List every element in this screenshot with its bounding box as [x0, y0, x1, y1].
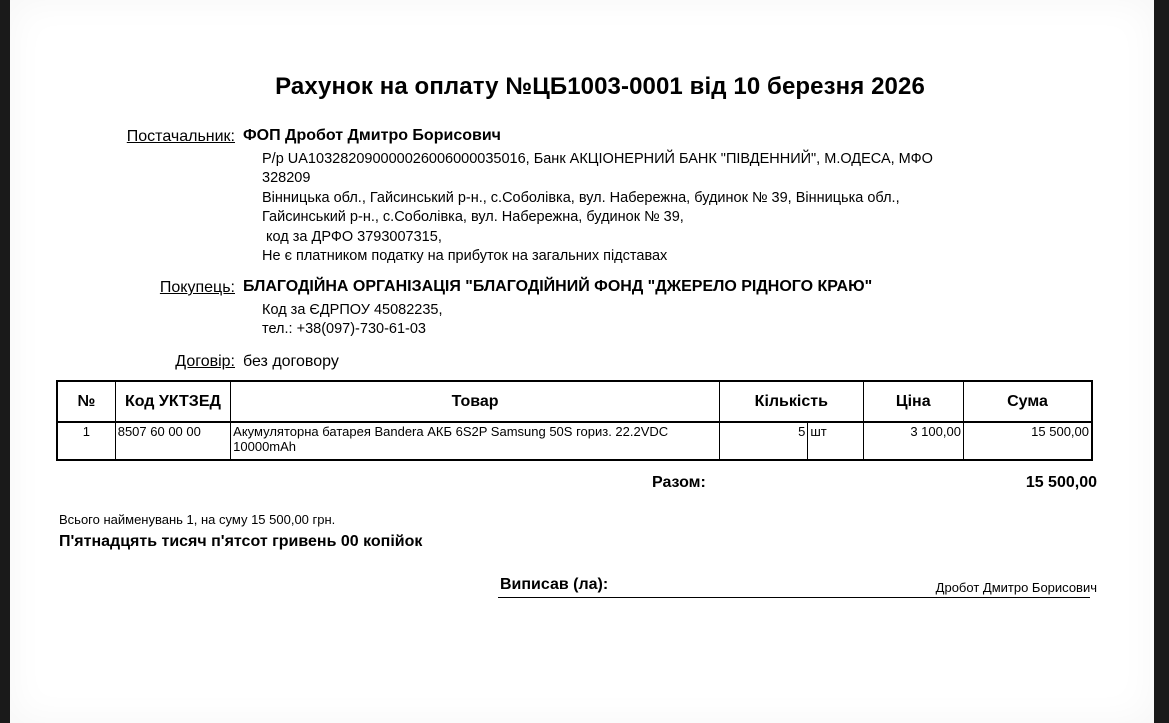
buyer-label: Покупець:	[159, 279, 235, 296]
supplier-line-3: Вінницька обл., Гайсинський р-н., с.Соболівка, вул. Набережна, будинок № 39, Вінницька обл.,	[262, 190, 900, 206]
contract-value: без договору	[243, 353, 339, 370]
row-product: Акумуляторна батарея Bandera АКБ 6S2P Samsung 50S гориз. 22.2VDC 10000mAh	[231, 422, 720, 460]
signature-line	[498, 597, 1090, 598]
supplier-name: ФОП Дробот Дмитро Борисович	[243, 127, 501, 144]
contract-label: Договір:	[175, 353, 235, 370]
summary-count: Всього найменувань 1, на суму 15 500,00 грн.	[59, 512, 336, 527]
row-qty: 5	[720, 422, 808, 460]
row-sum: 15 500,00	[963, 422, 1092, 460]
signature-name: Дробот Дмитро Борисович	[935, 580, 1097, 595]
header-num: №	[57, 381, 115, 422]
signature-label: Виписав (ла):	[500, 576, 609, 593]
header-qty: Кількість	[720, 381, 864, 422]
row-num: 1	[57, 422, 115, 460]
supplier-line-2: 328209	[262, 170, 311, 186]
row-price: 3 100,00	[863, 422, 963, 460]
header-sum: Сума	[963, 381, 1092, 422]
buyer-line-2: тел.: +38(097)-730-61-03	[262, 321, 426, 337]
supplier-line-4: Гайсинський р-н., с.Соболівка, вул. Набережна, будинок № 39,	[262, 209, 684, 225]
table-row	[57, 422, 1092, 460]
table-header-row	[57, 381, 1092, 422]
invoice-title: Рахунок на оплату №ЦБ1003-0001 від 10 березня 2026	[275, 73, 925, 100]
header-product: Товар	[231, 381, 720, 422]
supplier-line-6: Не є платником податку на прибуток на загальних підставах	[262, 248, 668, 264]
summary-words: П'ятнадцять тисяч п'ятсот гривень 00 копійок	[59, 533, 423, 550]
header-code: Код УКТЗЕД	[115, 381, 230, 422]
buyer-name: БЛАГОДІЙНА ОРГАНІЗАЦІЯ "БЛАГОДІЙНИЙ ФОНД "ДЖЕРЕЛО РІДНОГО КРАЮ"	[243, 278, 873, 295]
total-label: Разом:	[652, 474, 706, 491]
supplier-label: Постачальник:	[126, 128, 235, 145]
supplier-line-1: Р/р UA103282090000026006000035016, Банк АКЦІОНЕРНИЙ БАНК "ПІВДЕННИЙ", М.ОДЕСА, МФО	[262, 151, 933, 167]
supplier-line-5: код за ДРФО 3793007315,	[262, 229, 442, 245]
total-value: 15 500,00	[1025, 474, 1097, 491]
buyer-line-1: Код за ЄДРПОУ 45082235,	[262, 302, 443, 318]
row-code: 8507 60 00 00	[115, 422, 230, 460]
header-price: Ціна	[863, 381, 963, 422]
row-unit: шт	[808, 422, 863, 460]
items-table	[56, 380, 1093, 461]
